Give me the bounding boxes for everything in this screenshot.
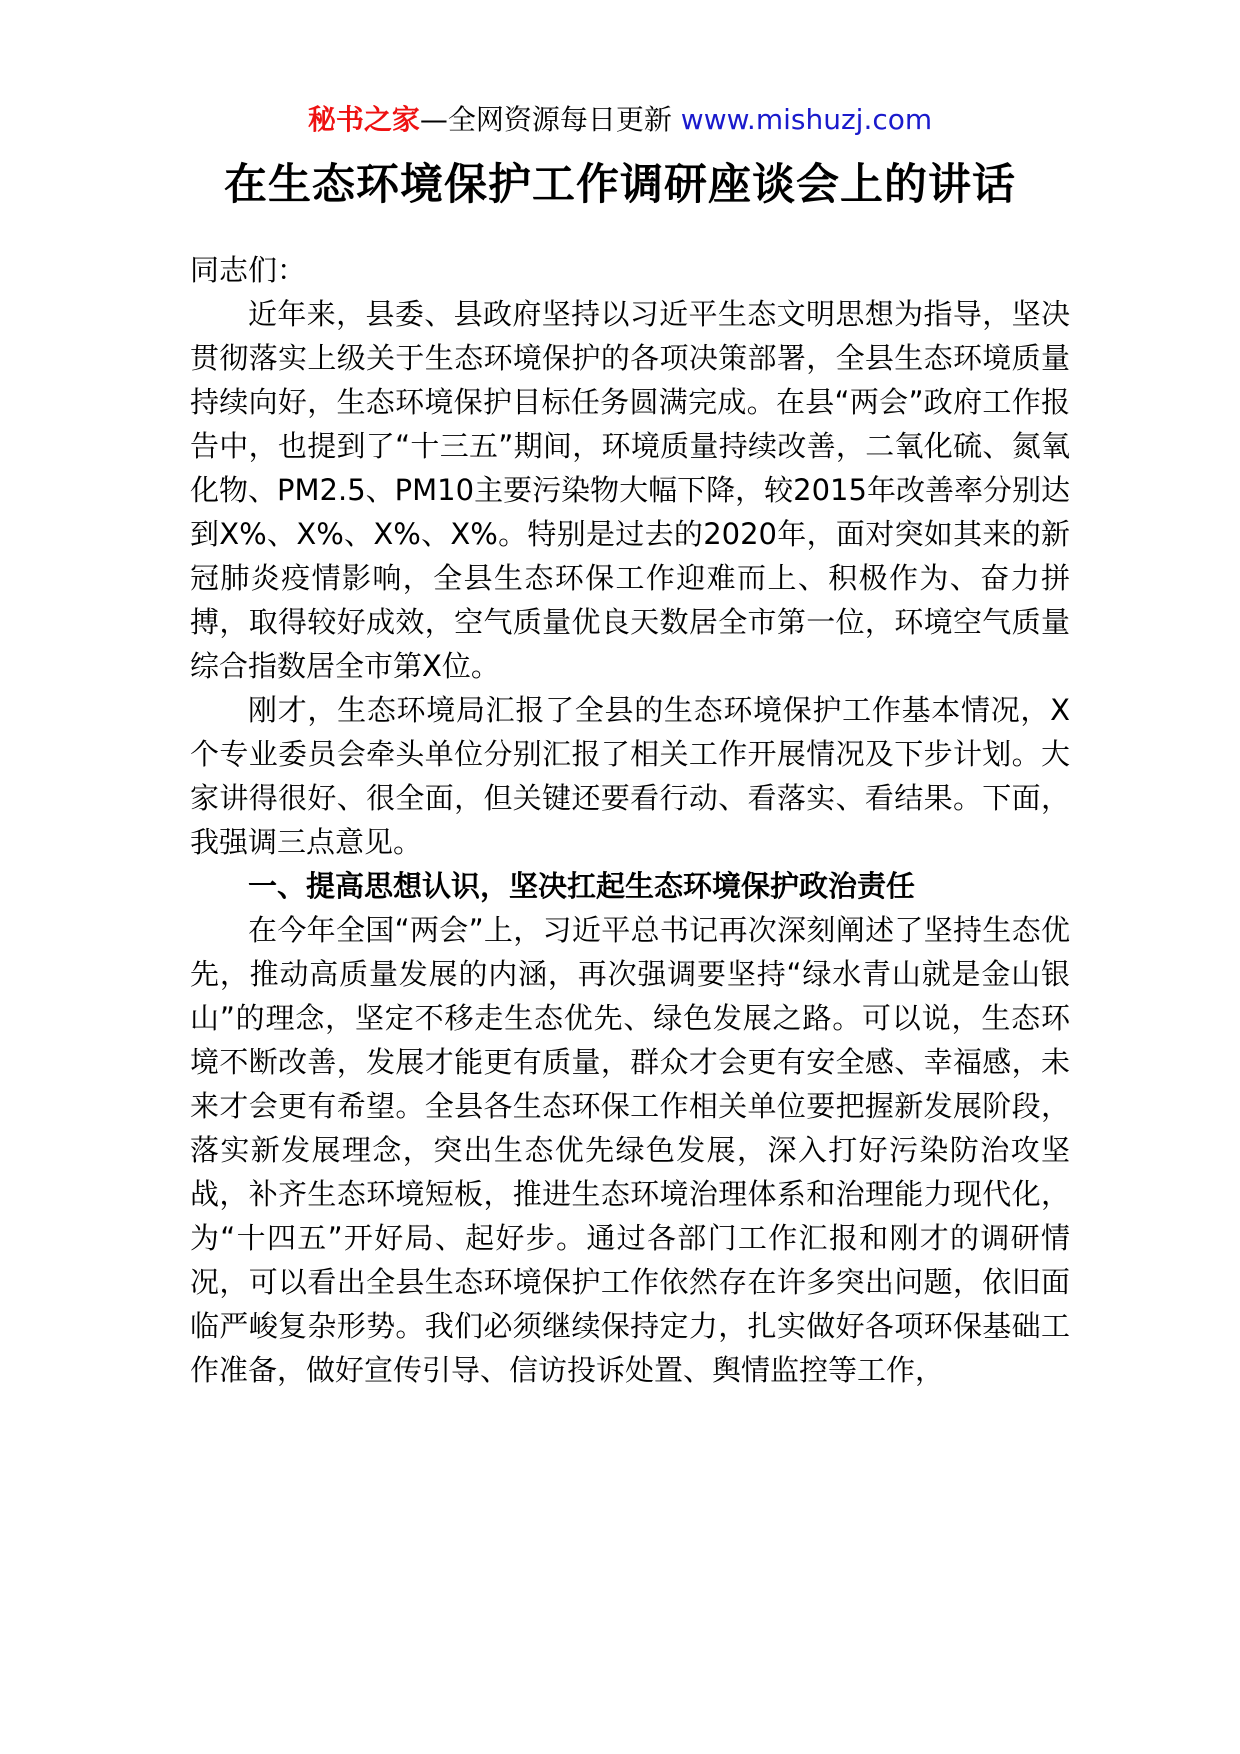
- paragraph-intro: 近年来，县委、县政府坚持以习近平生态文明思想为指导，坚决贯彻落实上级关于生态环境保护的各项决策部署，全县生态环境质量持续向好，生态环境保护目标任务圆满完成。在县“两会”政府工作报告中，也提到了“十三五”期间，环境质量持续改善，二氧化硫、氮氧化物、PM2.5、PM10主要污染物大幅下降，较2015年改善率分别达到X%、X%、X%、X%。特别是过去的2020年，面对突如其来的新冠肺炎疫情影响，全县生态环保工作迎难而上、积极作为、奋力拼搏，取得较好成效，空气质量优良天数居全市第一位，环境空气质量综合指数居全市第X位。: [190, 297, 1070, 683]
- site-url-link[interactable]: www.mishuzj.com: [680, 103, 933, 136]
- site-header: [0, 100, 1240, 140]
- document-body: [190, 248, 1070, 1392]
- site-tagline: —全网资源每日更新: [419, 103, 672, 136]
- document-title: 在生态环境保护工作调研座谈会上的讲话: [224, 160, 1016, 210]
- section-1-paragraph: 在今年全国“两会”上，习近平总书记再次深刻阐述了坚持生态优先，推动高质量发展的内涵，再次强调要坚持“绿水青山就是金山银山”的理念，坚定不移走生态优先、绿色发展之路。可以说，生态环境不断改善，发展才能更有质量，群众才会更有安全感、幸福感，未来才会更有希望。全县各生态环保工作相关单位要把握新发展阶段，落实新发展理念，突出生态优先绿色发展，深入打好污染防治攻坚战，补齐生态环境短板，推进生态环境治理体系和治理能力现代化，为“十四五”开好局、起好步。通过各部门工作汇报和刚才的调研情况，可以看出全县生态环境保护工作依然存在许多突出问题，依旧面临严峻复杂形势。我们必须继续保持定力，扎实做好各项环保基础工作准备，做好宣传引导、信访投诉处置、舆情监控等工作，: [190, 913, 1070, 1387]
- salutation: 同志们：: [190, 253, 307, 287]
- section-heading-1: 一、提高思想认识，坚决扛起生态环境保护政治责任: [248, 869, 916, 903]
- brand-name: 秘书之家: [307, 103, 420, 136]
- paragraph-report-summary: 刚才，生态环境局汇报了全县的生态环境保护工作基本情况，X个专业委员会牵头单位分别汇报了相关工作开展情况及下步计划。大家讲得很好、很全面，但关键还要看行动、看落实、看结果。下面，我强调三点意见。: [190, 693, 1070, 859]
